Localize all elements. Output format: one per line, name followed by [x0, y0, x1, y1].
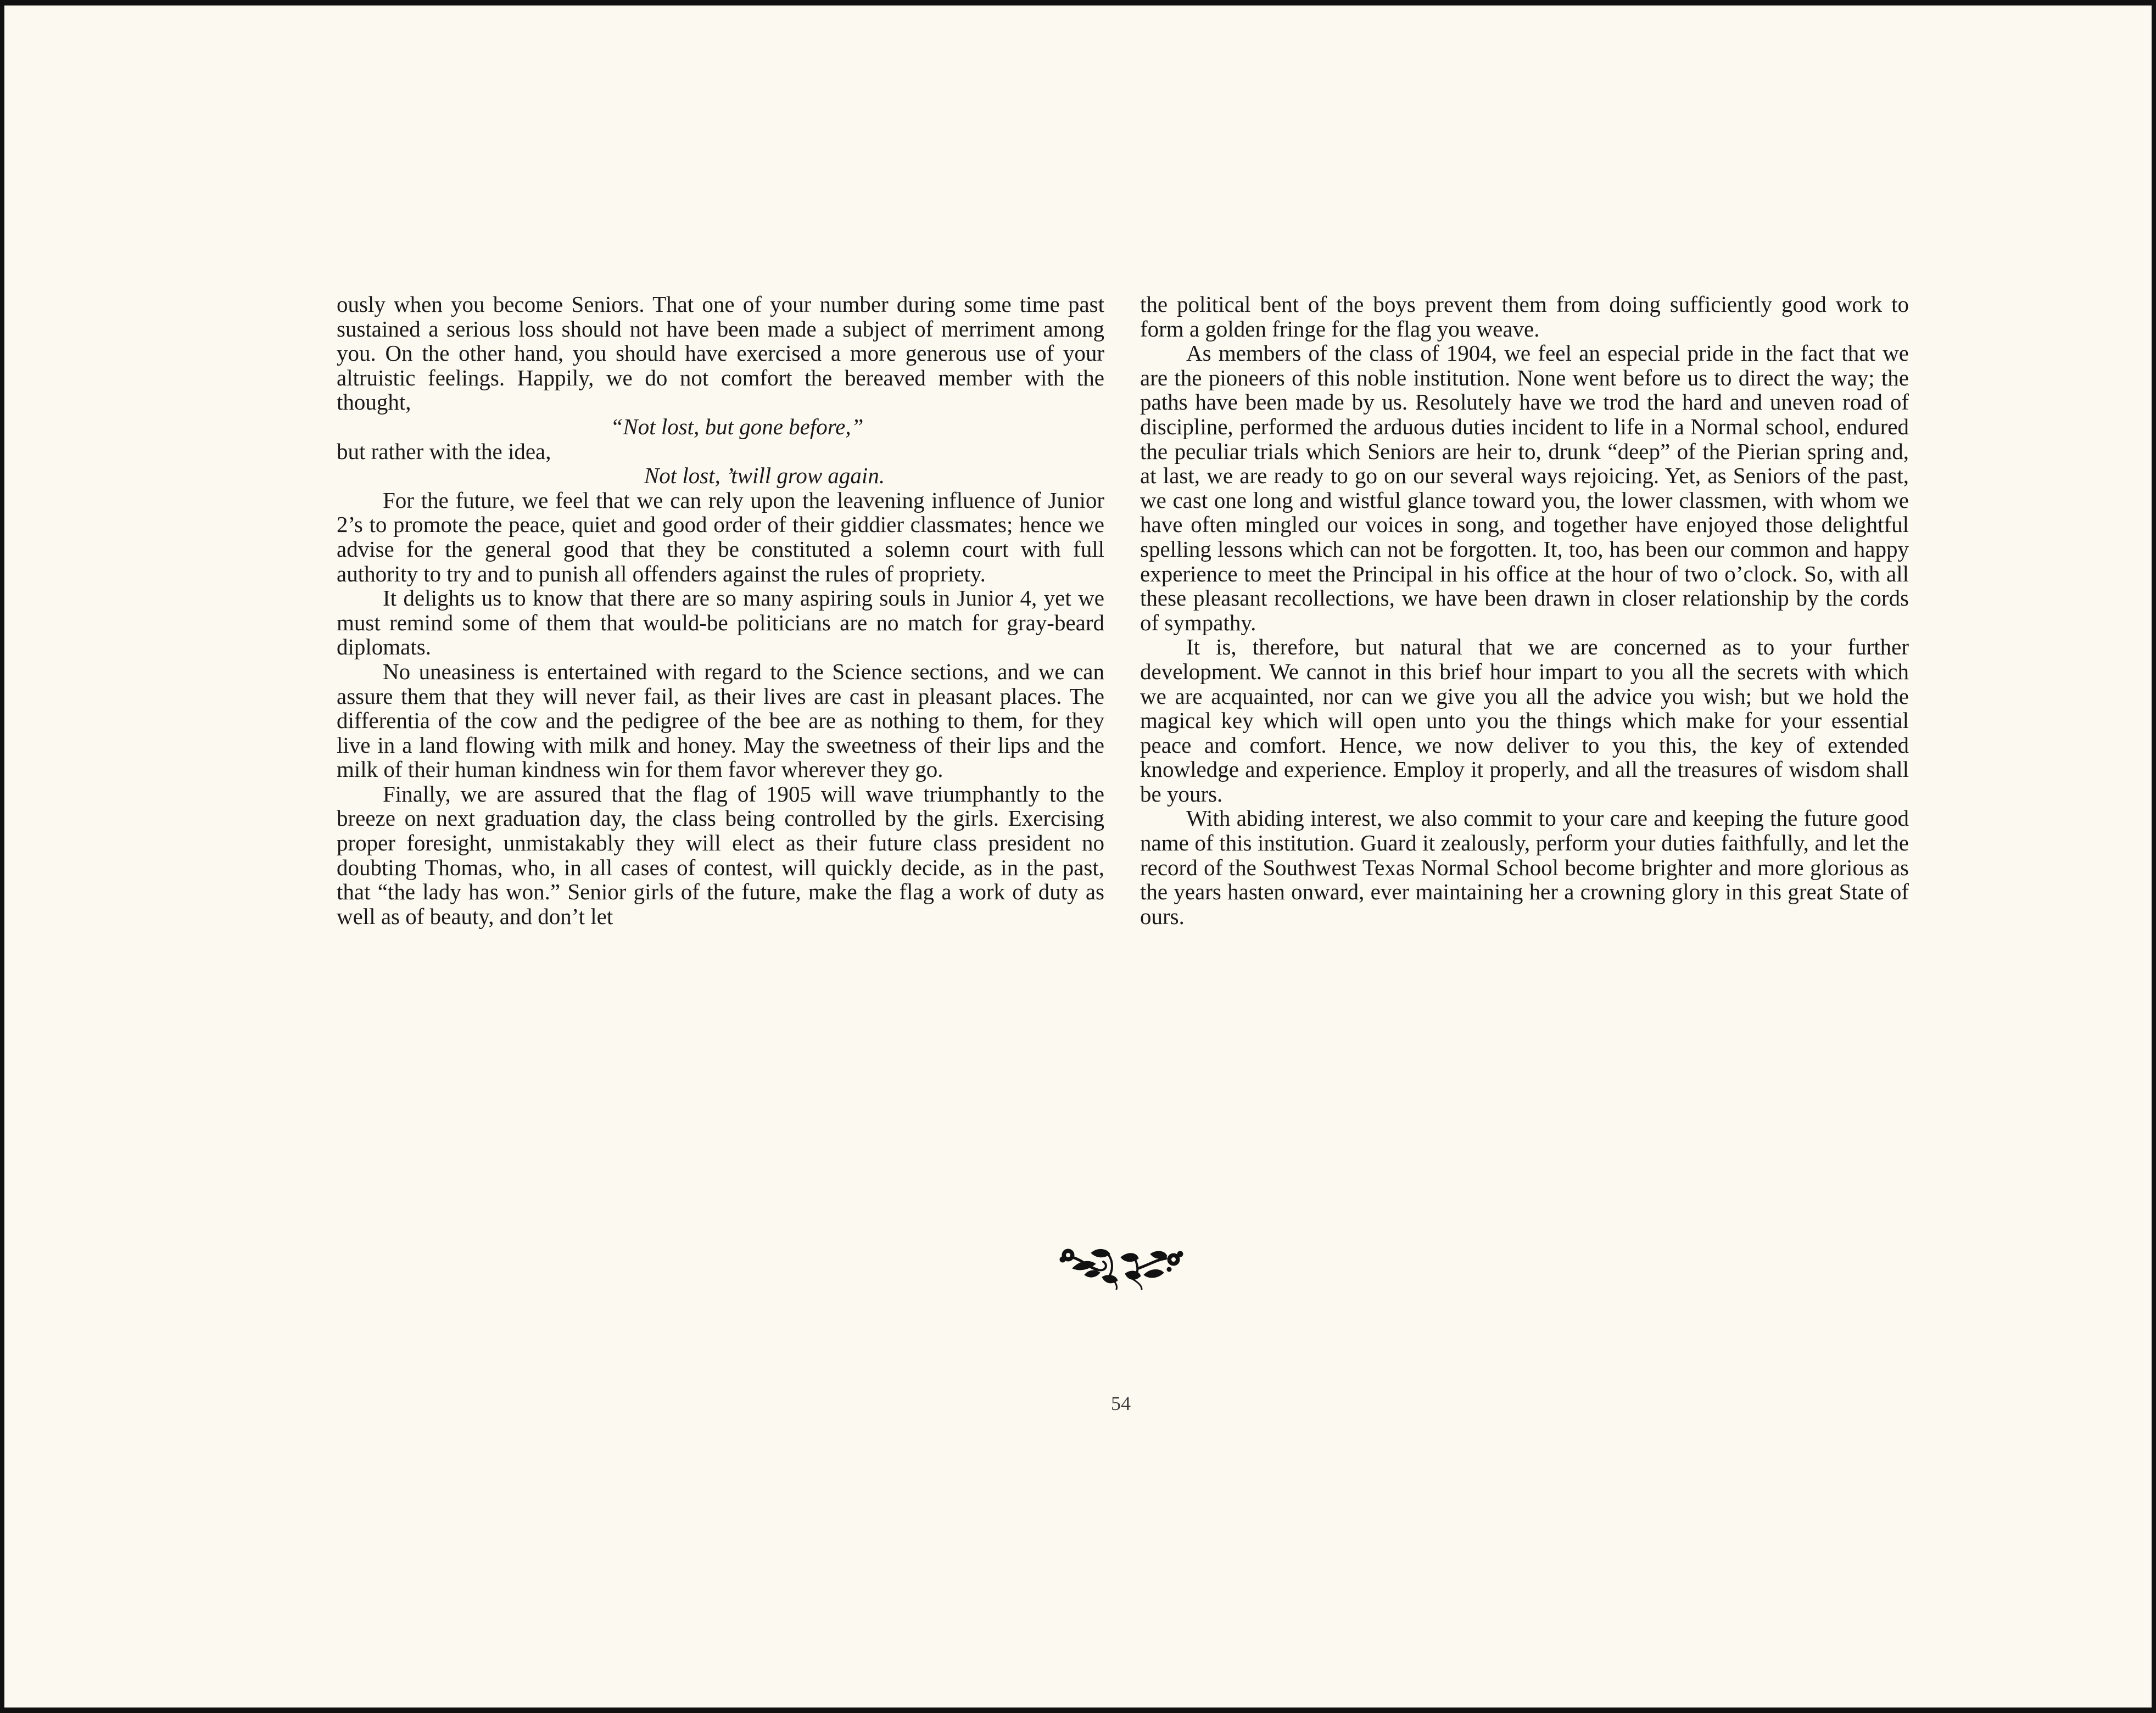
paragraph-continuation: ously when you become Seniors. That one of your number during some time past sustained a serious loss should not have been made a subject of merriment among you. On the other hand, you should have exercised a more generous use of your altruistic feelings. Happily, we do not comfort the bereaved member with the thought,: [337, 292, 1104, 415]
quote-not-lost-gone-before: “Not lost, but gone before,”: [610, 413, 864, 439]
paragraph-for-the-future: For the future, we feel that we can rely upon the leavening influence of Junior 2’s to promote the peace, quiet and good order of their giddier classmates; hence we advise for the general good that they be constituted a solemn court with full authority to try and to punish all offenders against the rules of propriety.: [337, 487, 1104, 586]
paragraph-abiding-interest: With abiding interest, we also commit to your care and keeping the future good name of this institution. Guard it zealously, perform your duties faithfully, and let the record of the Southwest Texas Normal School become brighter and more glorious as the years hasten onward, ever maintaining her a crowning glory in this great State of ours.: [1140, 805, 1909, 929]
paragraph-class-of-1904: As members of the class of 1904, we feel an especial pride in the fact that we are the pioneers of this noble institution. None went before us to direct the way; the paths have been made by us. Resolutely have we trod the hard and uneven road of discipline, performed the arduous duties incident to life in a Normal school, endured the peculiar trials which Seniors are heir to, drunk “deep” of the Pierian spring and, at last, we are ready to go on our several ways rejoicing. Yet, as Seniors of the past, we cast one long and wistful glance toward you, the lower classmen, with whom we have often mingled our voices in song, and together have enjoyed those delightful spelling lessons which can not be forgotten. It, too, has been our common and happy experience to meet the Principal in his office at the hour of two o’clock. So, with all these pleasant recollections, we have been drawn in closer relationship by the cords of sympathy.: [1140, 340, 1909, 635]
paragraph-but-rather: but rather with the idea,: [337, 438, 551, 464]
paragraph-science-sections: No uneasiness is entertained with regard to the Science sections, and we can assure them that they will never fail, as their lives are cast in pleasant places. The differentia of the cow and the pedigree of the bee are as nothing to them, for they live in a land flowing with milk and honey. May the sweetness of their lips and the milk of their human kindness win for them favor wherever they go.: [337, 658, 1104, 782]
paragraph-further-development: It is, therefore, but natural that we are concerned as to your further development. We cannot in this brief hour impart to you all the secrets with which we are acquainted, nor can we give you all the advice you wish; but we hold the magical key which will open unto you the things which make for your essential peace and comfort. Hence, we now deliver to you this, the key of extended knowledge and experience. Employ it properly, and all the treasures of wisdom shall be yours.: [1140, 634, 1909, 807]
left-text-column: [337, 292, 1104, 928]
paragraph-political-bent: the political bent of the boys prevent them from doing sufficiently good work to form a golden fringe for the flag you weave.: [1140, 292, 1909, 342]
page-number: 54: [1111, 1392, 1131, 1414]
floral-vine-ornament-icon: [1056, 1243, 1188, 1290]
quote-not-lost-grow-again: Not lost, ’twill grow again.: [644, 463, 885, 489]
paragraph-flag-of-1905: Finally, we are assured that the flag of 1905 will wave triumphantly to the breeze on next graduation day, the class being controlled by the girls. Exercising proper foresight, unmistakably they will elect as their future class president no doubting Thomas, who, in all cases of contest, will quickly decide, as in the past, that “the lady has won.” Senior girls of the future, make the flag a work of duty as well as of beauty, and don’t let: [337, 781, 1104, 929]
paragraph-aspiring-souls: It delights us to know that there are so many aspiring souls in Junior 4, yet we must remind some of them that would-be politicians are no match for gray-beard diplomats.: [337, 585, 1104, 660]
right-text-column: [1140, 292, 1909, 928]
